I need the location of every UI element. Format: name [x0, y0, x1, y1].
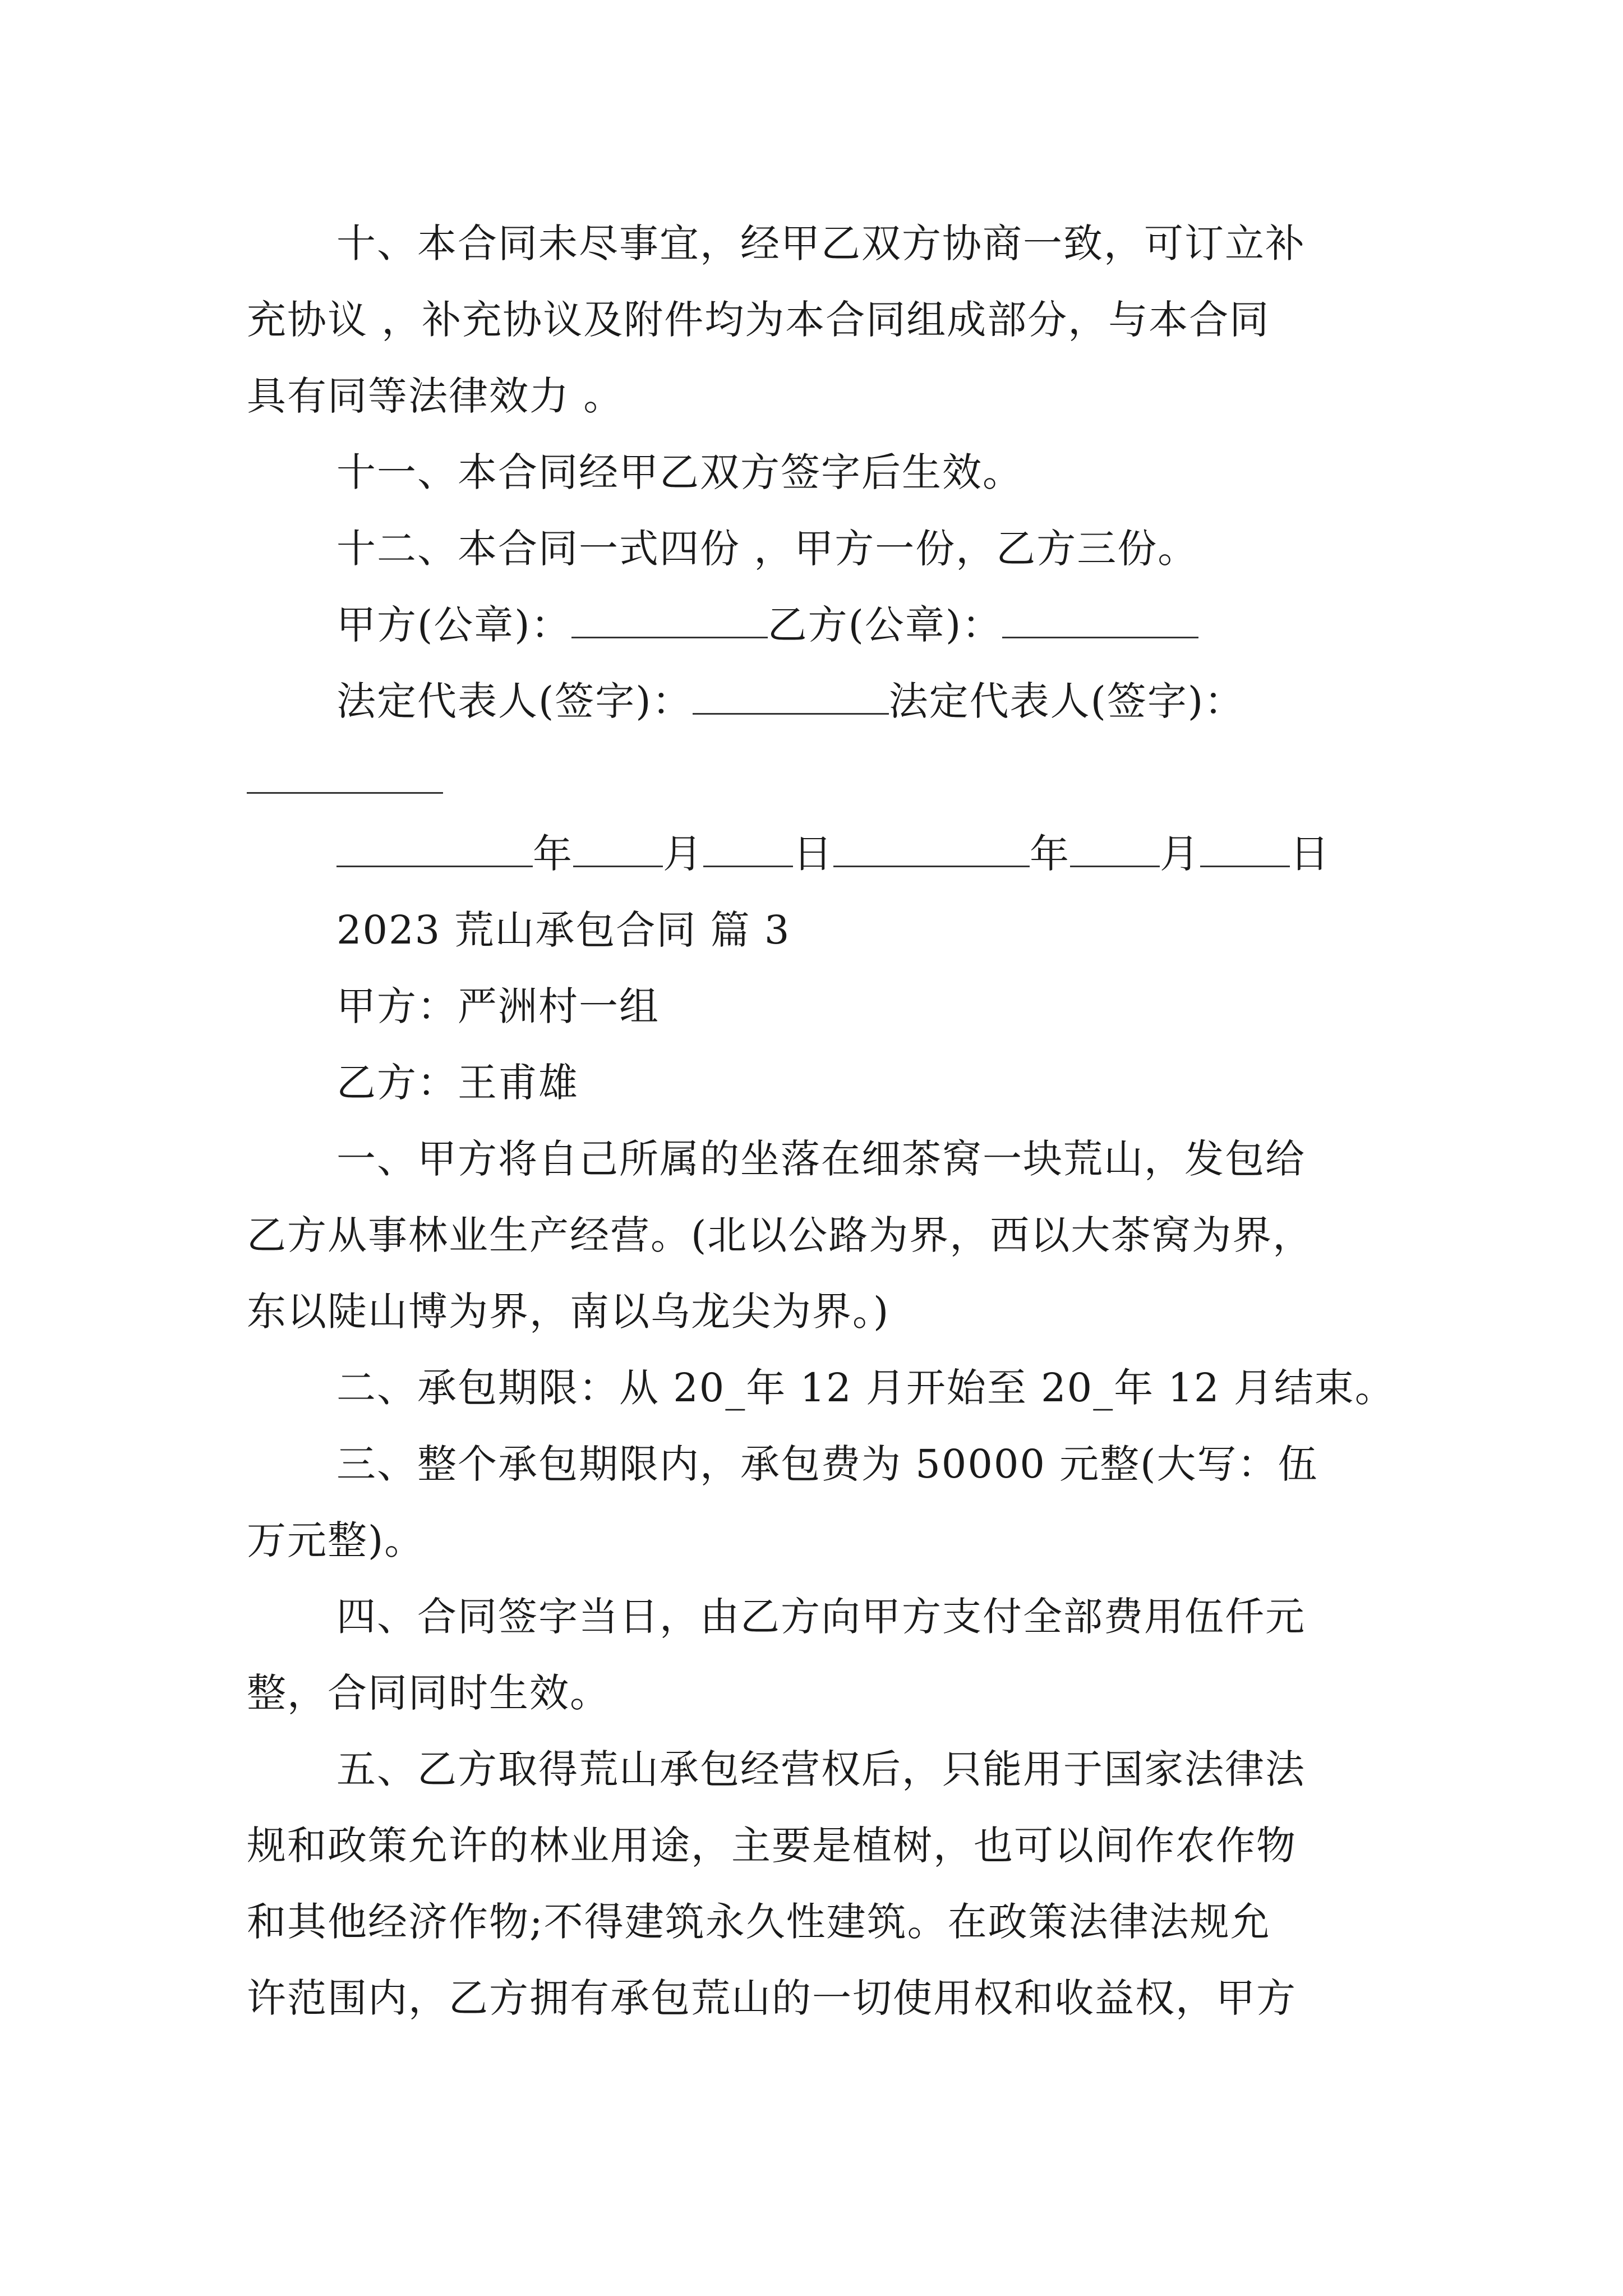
clause-3-line-2: 万元整)。	[247, 1517, 425, 1563]
date-a-day-label: 日	[793, 831, 833, 877]
clause-11: 十一、本合同经甲乙双方签字后生效。	[336, 449, 1023, 495]
party-b-rep-blank	[247, 792, 443, 794]
clause-4-line-2: 整，合同同时生效。	[247, 1670, 610, 1716]
date-b-year-blank	[833, 826, 1030, 867]
representative-row	[336, 673, 1244, 729]
party-a-name: 甲方：严洲村一组	[336, 983, 660, 1029]
clause-1-line-1: 一、甲方将自己所属的坐落在细茶窝一块荒山，发包给	[336, 1136, 1306, 1182]
party-b-rep-label: 法定代表人(签字)：	[888, 678, 1245, 724]
date-row	[336, 826, 1330, 882]
clause-5-line-4: 许范围内，乙方拥有承包荒山的一切使用权和收益权，甲方	[247, 1975, 1297, 2021]
date-b-month-label: 月	[1160, 831, 1200, 877]
date-b-year-label: 年	[1030, 831, 1070, 877]
clause-1-line-3: 东以陡山博为界，南以乌龙尖为界。)	[247, 1289, 890, 1335]
clause-10-line-2: 充协议 ，补充协议及附件均为本合同组成部分，与本合同	[247, 297, 1270, 343]
party-a-seal-label: 甲方(公章)：	[336, 602, 571, 648]
clause-5-line-1: 五、乙方取得荒山承包经营权后，只能用于国家法律法	[336, 1746, 1306, 1792]
date-b-day-label: 日	[1290, 831, 1330, 877]
date-a-year-label: 年	[533, 831, 573, 877]
party-b-seal-label: 乙方(公章)：	[767, 602, 1003, 648]
date-b-day-blank	[1200, 826, 1290, 867]
clause-5-line-2: 规和政策允许的林业用途，主要是植树，也可以间作农作物	[247, 1823, 1297, 1869]
party-b-seal-blank	[1002, 597, 1198, 638]
clause-4-line-1: 四、合同签字当日，由乙方向甲方支付全部费用伍仟元	[336, 1594, 1306, 1640]
clause-2: 二、承包期限：从 20_年 12 月开始至 20_年 12 月结束。	[336, 1365, 1395, 1411]
clause-5-line-3: 和其他经济作物;不得建筑永久性建筑。在政策法律法规允	[247, 1899, 1271, 1945]
date-a-day-blank	[703, 826, 793, 867]
clause-10-line-1: 十、本合同未尽事宜，经甲乙双方协商一致，可订立补	[336, 220, 1306, 266]
date-a-year-blank	[336, 826, 533, 867]
seal-row	[336, 597, 1198, 653]
party-a-rep-blank	[693, 674, 889, 715]
date-a-month-blank	[573, 826, 663, 867]
section-heading: 2023 荒山承包合同 篇 3	[336, 907, 791, 953]
party-a-seal-blank	[571, 597, 768, 638]
date-a-month-label: 月	[663, 831, 703, 877]
date-b-month-blank	[1070, 826, 1160, 867]
party-b-name: 乙方：王甫雄	[336, 1060, 579, 1106]
party-a-rep-label: 法定代表人(签字)：	[336, 678, 693, 724]
clause-10-line-3: 具有同等法律效力 。	[247, 373, 624, 419]
clause-12: 十二、本合同一式四份 ，甲方一份，乙方三份。	[336, 526, 1198, 572]
clause-1-line-2: 乙方从事林业生产经营。(北以公路为界，西以大茶窝为界，	[247, 1212, 1313, 1258]
clause-3-line-1: 三、整个承包期限内，承包费为 50000 元整(大写：伍	[336, 1441, 1318, 1487]
